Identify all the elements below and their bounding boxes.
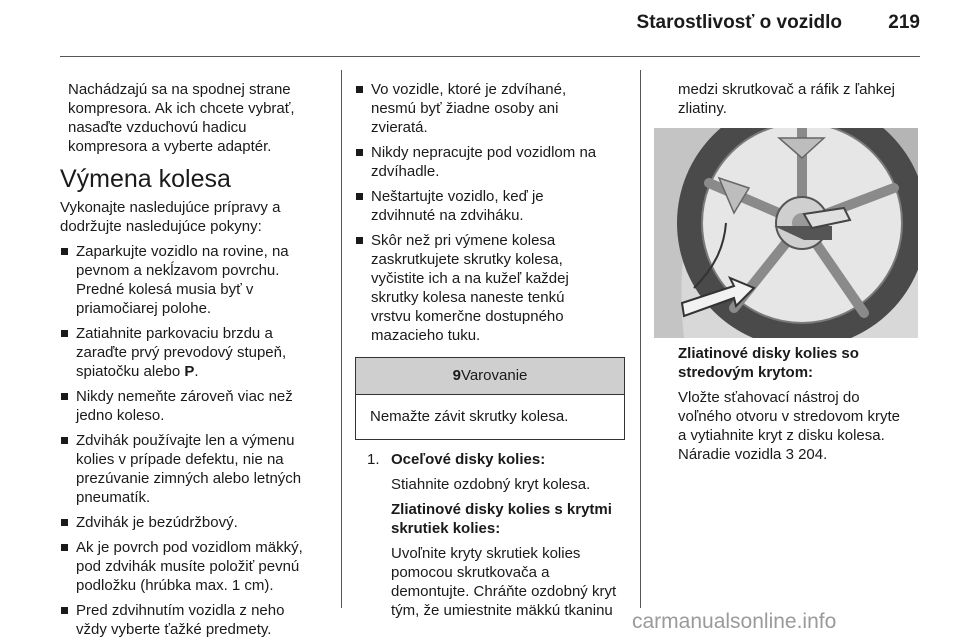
subheading-line: Zliatinové disky kolies so: [678, 345, 859, 362]
column-1: [60, 80, 330, 639]
text-line: zvieratá.: [371, 119, 428, 136]
text-line: a vytiahnite kryt z disku kolesa.: [678, 427, 885, 444]
text-line: Nikdy nepracujte pod vozidlom na: [371, 144, 597, 161]
text-line: pevnom a nekĺzavom povrchu.: [76, 262, 280, 279]
intro-paragraph: [60, 80, 330, 156]
text-line: nasaďte vzduchovú hadicu: [68, 119, 247, 136]
text-line: priamočiarej polohe.: [76, 300, 212, 317]
figure-caption-block: [656, 344, 920, 464]
bullet-square-icon: [61, 607, 68, 614]
page-number: 219: [888, 12, 920, 33]
text-line: vrstvu komerčne dostupného: [371, 308, 564, 325]
text-line: Predné kolesá musia byť v: [76, 281, 254, 298]
list-item: [60, 242, 330, 318]
bullet-square-icon: [356, 237, 363, 244]
step-1: [355, 450, 625, 620]
text-line: Pred zdvihnutím vozidla z neho: [76, 602, 285, 619]
bullet-square-icon: [61, 544, 68, 551]
warning-title: Varovanie: [460, 367, 528, 384]
text-line: mazacieho tuku.: [371, 327, 481, 344]
column-3: [656, 80, 920, 464]
text-line: zliatiny.: [678, 100, 727, 117]
text-span: .: [194, 363, 199, 380]
text-line: vyčistite ich a na kužeľ každej: [371, 270, 569, 287]
text-line: Uvoľnite kryty skrutiek kolies: [391, 545, 581, 562]
column-2: [355, 80, 625, 620]
text-line: pneumatík.: [76, 489, 151, 506]
list-item: [355, 187, 625, 225]
warning-text: Nemažte závit skrutky kolesa.: [370, 408, 569, 425]
reference-page: 204.: [793, 446, 828, 463]
wheel-cap-removal-illustration: [654, 128, 918, 338]
subheading-line: skrutiek kolies:: [391, 520, 501, 537]
text-line: kompresora. Ak ich chcete vybrať,: [68, 100, 295, 117]
warning-triangle-icon: 9: [452, 367, 461, 384]
text-line: Stiahnite ozdobný kryt kolesa.: [391, 476, 591, 493]
page-ref-arrow-icon: 3: [785, 446, 794, 463]
text-line: kolies v prípade defektu, nie na: [76, 451, 284, 468]
text-line: Neštartujte vozidlo, keď je: [371, 188, 544, 205]
warning-header: [356, 358, 624, 395]
text-line: zdvihnuté na zdviháku.: [371, 207, 524, 224]
text-line: Vložte sťahovací nástroj do: [678, 389, 860, 406]
text-line: Skôr než pri výmene kolesa: [371, 232, 556, 249]
text-line: skrutky kolesa naneste tenkú: [371, 289, 565, 306]
list-item: [60, 431, 330, 507]
gear-letter: P: [184, 363, 195, 380]
bullet-square-icon: [61, 393, 68, 400]
list-item: [60, 387, 330, 425]
list-item: [355, 80, 625, 137]
text-line: Nachádzajú sa na spodnej strane: [68, 81, 291, 98]
bullet-square-icon: [61, 330, 68, 337]
text-line: Zatiahnite parkovaciu brzdu a: [76, 325, 273, 342]
header-rule: [60, 56, 920, 57]
text-line: Vo vozidle, ktoré je zdvíhané,: [371, 81, 567, 98]
section-heading: Výmena kolesa: [60, 165, 231, 193]
text-line: vždy vyberte ťažké predmety.: [76, 621, 272, 638]
text-line: demontujte. Chráňte ozdobný kryt: [391, 583, 617, 600]
step-title: Oceľové disky kolies:: [391, 451, 546, 468]
bullet-square-icon: [61, 248, 68, 255]
text-line: [76, 362, 330, 381]
step-number: 1.: [367, 451, 380, 468]
list-item: [60, 324, 330, 381]
bullet-square-icon: [61, 437, 68, 444]
column-divider-1: [341, 70, 342, 608]
list-item: [60, 538, 330, 595]
text-line: zaraďte prvý prevodový stupeň,: [76, 344, 287, 361]
text-line: Zaparkujte vozidlo na rovine, na: [76, 243, 289, 260]
watermark: carmanualsonline.info: [632, 610, 837, 633]
list-item: [60, 601, 330, 639]
bullet-square-icon: [356, 193, 363, 200]
reference-label: Náradie vozidla: [678, 446, 786, 463]
text-line: nesmú byť žiadne osoby ani: [371, 100, 559, 117]
text-line: pod zdvihák musíte položiť pevnú: [76, 558, 300, 575]
text-span: spiatočku alebo: [76, 363, 185, 380]
text-line: dodržujte nasledujúce pokyny:: [60, 218, 262, 235]
text-line: prezúvanie zimných alebo letných: [76, 470, 302, 487]
header-title: Starostlivosť o vozidlo: [636, 12, 842, 33]
text-line: tým, že umiestnite mäkkú tkaninu: [391, 602, 613, 619]
text-line: pomocou skrutkovača a: [391, 564, 550, 581]
text-line: podložku (hrúbka max. 1 cm).: [76, 577, 274, 594]
list-item: [355, 143, 625, 181]
warning-box: [355, 357, 625, 440]
subheading-line: stredovým krytom:: [678, 364, 814, 381]
text-line: jedno koleso.: [76, 407, 165, 424]
continued-text: [656, 80, 920, 118]
text-line: kompresora a vyberte adaptér.: [68, 138, 272, 155]
bullet-square-icon: [356, 149, 363, 156]
bullet-square-icon: [356, 86, 363, 93]
text-line: Nikdy nemeňte zároveň viac než: [76, 388, 293, 405]
bullet-square-icon: [61, 519, 68, 526]
column-divider-2: [640, 70, 641, 608]
page-reference[interactable]: [678, 445, 920, 464]
bullet-list: [355, 80, 625, 345]
text-line: Zdvihák je bezúdržbový.: [76, 514, 238, 531]
list-item: [355, 231, 625, 345]
text-line: Ak je povrch pod vozidlom mäkký,: [76, 539, 303, 556]
text-line: medzi skrutkovač a ráfik z ľahkej: [678, 81, 895, 98]
subheading-line: Zliatinové disky kolies s krytmi: [391, 501, 612, 518]
bullet-list: [60, 242, 330, 639]
text-line: zaskrutkujete skrutky kolesa,: [371, 251, 563, 268]
text-line: zdvíhadle.: [371, 163, 440, 180]
text-line: Zdvihák používajte len a výmenu: [76, 432, 295, 449]
text-line: Vykonajte nasledujúce prípravy a: [60, 199, 281, 216]
list-item: [60, 513, 330, 532]
text-line: voľného otvoru v stredovom kryte: [678, 408, 900, 425]
